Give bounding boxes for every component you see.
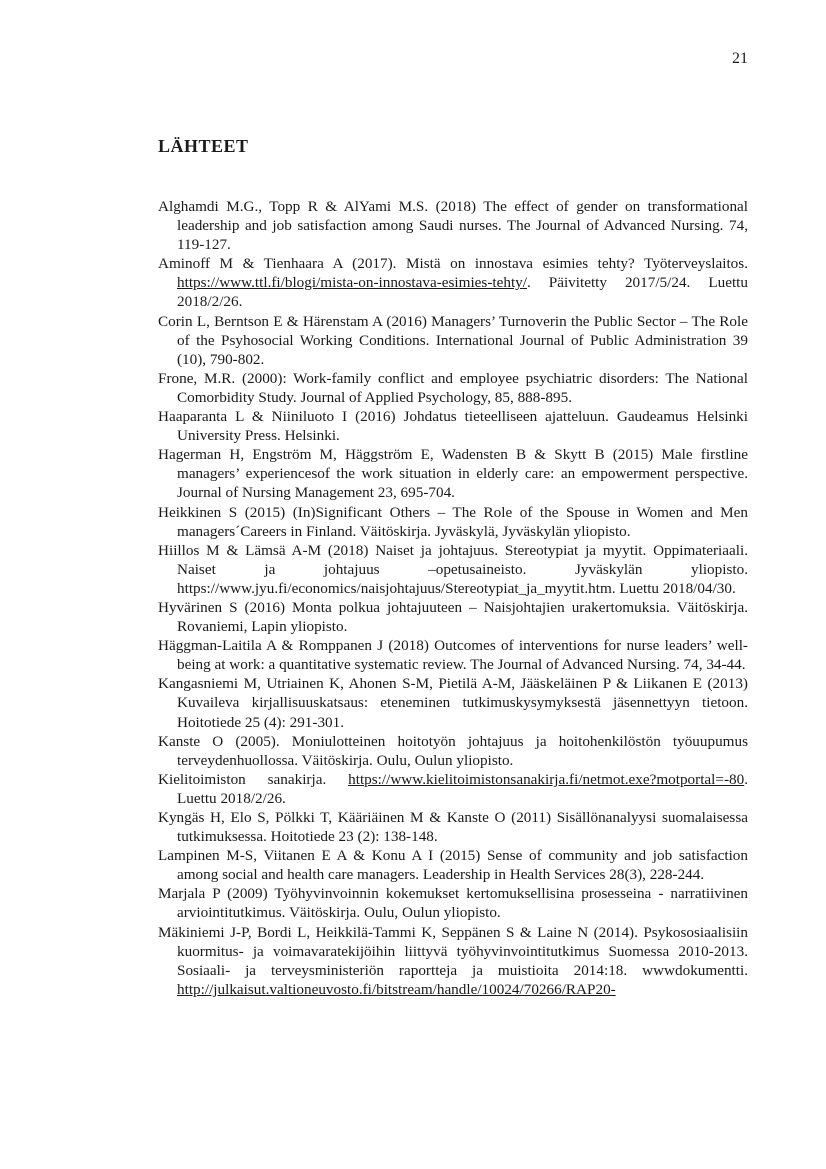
reference-text: Lampinen M-S, Viitanen E A & Konu A I (2015) Sense of community and job satisfaction among social and health care managers. Leadership in Health Services 28(3), 228-244.: [158, 847, 748, 884]
reference-list: [158, 197, 748, 999]
reference-item: [158, 598, 748, 636]
reference-text: Kielitoimiston sanakirja.: [158, 770, 327, 788]
reference-text: Corin L, Berntson E & Härenstam A (2016) Managers’ Turnoverin the Public Sector – The Role of the Psyhosocial Working Conditions. International Journal of Public Administration 39 (10), 790-802.: [158, 312, 748, 368]
reference-item: [158, 846, 748, 884]
page-number: 21: [732, 50, 748, 67]
reference-item: [158, 636, 748, 674]
reference-text: Hyvärinen S (2016) Monta polkua johtajuuteen – Naisjohtajien urakertomuksia. Väitöskirja. Rovaniemi, Lapin yliopisto.: [158, 598, 748, 636]
reference-item: [158, 369, 748, 407]
reference-text: Marjala P (2009) Työhyvinvoinnin kokemukset kertomuksellisina prosesseina - narratiivinen arviointitutkimus. Väitöskirja. Oulu, Oulun yliopisto.: [158, 885, 748, 922]
page-heading: LÄHTEET: [158, 136, 249, 156]
reference-item: [158, 407, 748, 445]
reference-item: [158, 770, 748, 808]
reference-item: [158, 503, 748, 541]
reference-text: Haaparanta L & Niiniluoto I (2016) Johdatus tieteelliseen ajatteluun. Gaudeamus Helsinki University Press. Helsinki.: [158, 408, 748, 445]
reference-item: [158, 732, 748, 770]
reference-text: Aminoff M & Tienhaara A (2017). Mistä on innostava esimies tehty? Työterveyslaitos.: [158, 255, 748, 273]
reference-item: [158, 197, 748, 254]
reference-item: [158, 884, 748, 922]
reference-text: Kangasniemi M, Utriainen K, Ahonen S-M, Pietilä A-M, Jääskeläinen P & Liikanen E (2013) Kuvaileva kirjallisuuskatsaus: eteneminen tutkimuskysymyksestä jäsennettyyn tietoon. Hoitotiede 25 (4): 291-301.: [158, 675, 748, 731]
reference-text: Häggman-Laitila A & Romppanen J (2018) Outcomes of interventions for nurse leaders’ well-being at work: a quantitative systematic review. The Journal of Advanced Nursing. 74, 34-44.: [158, 637, 748, 674]
reference-text: Hagerman H, Engström M, Häggström E, Wadensten B & Skytt B (2015) Male firstline managers’ experiencesof the work situation in elderly care: an empowerment perspective. Journal of Nursing Management 23, 695-704.: [158, 446, 748, 502]
reference-item: [158, 541, 748, 598]
reference-text: Mäkiniemi J-P, Bordi L, Heikkilä-Tammi K, Seppänen S & Laine N (2014). Psykososiaalisiin kuormitus- ja voimavaratekijöihin liittyvä työhyvinvointitutkimus Suomessa 2010-2013. Sosiaali- ja terveysministeriön raportteja ja muistioita 2014:18. wwwdokumentti.: [158, 923, 748, 979]
reference-text: Kyngäs H, Elo S, Pölkki T, Kääriäinen M & Kanste O (2011) Sisällönanalyysi suomalaisessa tutkimuksessa. Hoitotiede 23 (2): 138-148.: [158, 809, 748, 846]
reference-link[interactable]: http://julkaisut.valtioneuvosto.fi/bitstream/handle/10024/70266/RAP20-: [177, 980, 616, 998]
reference-link[interactable]: https://www.ttl.fi/blogi/mista-on-innostava-esimies-tehty/: [177, 274, 527, 292]
reference-item: [158, 923, 748, 999]
reference-text: Hiillos M & Lämsä A-M (2018) Naiset ja johtajuus. Stereotypiat ja myytit. Oppimateriaali. Naiset ja johtajuus –opetusaineisto. Jyväskylän yliopisto. https://www.jyu.fi/economics/naisjohtajuus/Stereotypiat_ja_myytit.htm. Luettu 2018/04/30.: [158, 541, 748, 597]
reference-link[interactable]: https://www.kielitoimistonsanakirja.fi/netmot.exe?motportal=-80: [348, 770, 745, 788]
reference-text: Heikkinen S (2015) (In)Significant Others – The Role of the Spouse in Women and Men managers´Careers in Finland. Väitöskirja. Jyväskylä, Jyväskylän yliopisto.: [158, 503, 748, 540]
reference-text-after: . Luettu 2018/2/26.: [177, 770, 748, 807]
reference-item: [158, 254, 748, 311]
reference-text: Alghamdi M.G., Topp R & AlYami M.S. (2018) The effect of gender on transformational leadership and job satisfaction among Saudi nurses. The Journal of Advanced Nursing. 74, 119-127.: [158, 198, 748, 254]
reference-item: [158, 445, 748, 502]
reference-text-after: . Päivitetty 2017/5/24. Luettu 2018/2/26.: [177, 274, 748, 311]
reference-item: [158, 312, 748, 369]
reference-item: [158, 674, 748, 731]
reference-item: [158, 808, 748, 846]
reference-text: Kanste O (2005). Moniulotteinen hoitotyön johtajuus ja hoitohenkilöstön työuupumus terveydenhuollossa. Väitöskirja. Oulu, Oulun yliopisto.: [158, 732, 748, 769]
reference-text: Frone, M.R. (2000): Work-family conflict and employee psychiatric disorders: The National Comorbidity Study. Journal of Applied Psychology, 85, 888-895.: [158, 369, 748, 406]
